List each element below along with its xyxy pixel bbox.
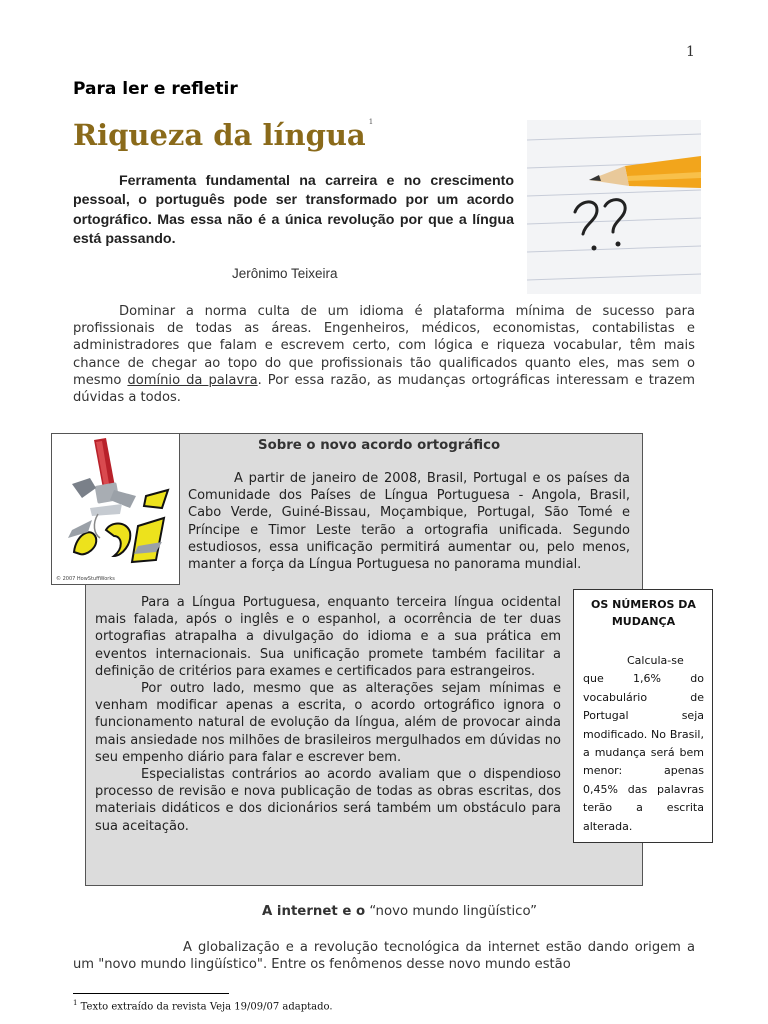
box-paragraph-3: Por outro lado, mesmo que as alterações sejam mínimas e venham modificar apenas a escrita, o acordo ortográfico ignora o funcionamento natural de evolução da língua, além de provocar ainda mais ansiedade nos milhões de brasileiros mergulhados em dúvidas no seu empenho diário para falar e escrever bem. <box>95 681 561 765</box>
box-title: Sobre o novo acordo ortográfico <box>258 438 501 453</box>
box-paragraph-4: Especialistas contrários ao acordo avaliam que o dispendioso processo de revisão e nova publicação de todas as obras escritas, dos materiais didáticos e dos dicionários será também um obstáculo para sua aceitação. <box>95 767 561 834</box>
internet-paragraph: A globalização e a revolução tecnológica da internet estão dando origem a um "novo mundo lingüístico". Entre os fenômenos desse novo mundo estão <box>73 940 695 973</box>
footnote-divider <box>73 993 229 994</box>
image-credit: © 2007 HowStuffWorks <box>56 576 115 582</box>
footnote-text: Texto extraído da revista Veja 19/09/07 adaptado. <box>80 1001 333 1013</box>
subheading-bold: A internet e o <box>262 904 366 919</box>
intro-text-start: Dominar a norma culta de um idioma é plataforma mínima de sucesso para profissionais de todas as áreas. Engenheiros, médicos, economistas, contabilistas e administradores que falam e escrevem certo, com lógica e riqueza vocabular, têm mais chance de chegar ao topo do que profissionais tão qualificados quanto eles, mas sem o mesmo <box>73 304 695 388</box>
numbers-sidebox <box>573 589 713 843</box>
section-kicker: Para ler e refletir <box>73 79 238 99</box>
intro-paragraph <box>73 303 695 406</box>
box-paragraph-2: Para a Língua Portuguesa, enquanto terceira língua ocidental mais falada, após o inglês e o espanhol, a ocorrência de ter duas ortografias atrapalha a divulgação do idioma e a sua prática em eventos internacionais. Sua unificação promete também facilitar a definição de critérios para exames e certificados para estrangeiros. <box>95 595 561 679</box>
pencil-question-illustration <box>527 120 701 294</box>
sidebox-text: Calcula-se que 1,6% do vocabulário de Portugal seja modificado. No Brasil, a mudança será bem menor: apenas 0,45% das palavras terão a escrita alterada. <box>583 654 704 833</box>
footnote-mark: 1 <box>73 999 78 1007</box>
footnote <box>73 999 333 1012</box>
subheading-rest: “novo mundo lingüístico” <box>365 904 538 919</box>
sidebox-title: OS NÚMEROS DA MUDANÇA <box>591 598 696 628</box>
pencil-question-icon <box>527 120 701 294</box>
hammer-illustration <box>51 433 180 585</box>
box-paragraph-1: A partir de janeiro de 2008, Brasil, Portugal e os países da Comunidade dos Países de Língua Portuguesa - Angola, Brasil, Cabo Verde, Guiné-Bissau, Moçambique, Portugal, São Tomé e Príncipe e Timor Leste terão a ortografia unificada. Segundo estudiosos, essa unificação permitirá aumentar ou, pelo menos, manter a força da Língua Portuguesa no panorama mundial. <box>188 471 630 573</box>
hammer-accent-icon <box>52 434 179 584</box>
article-title <box>73 118 373 152</box>
box-continued-text <box>95 594 561 835</box>
author-name: Jerônimo Teixeira <box>232 266 338 281</box>
title-text: Riqueza da língua <box>73 118 366 152</box>
section-subheading <box>262 904 537 919</box>
title-footnote-mark: 1 <box>368 118 374 126</box>
article-lead: Ferramenta fundamental na carreira e no crescimento pessoal, o português pode ser transformado por um acordo ortográfico. Mas essa não é a única revolução por que a língua está passando. <box>73 173 514 247</box>
page-number: 1 <box>686 44 695 60</box>
intro-text-end: . Por essa razão, as mudanças ortográficas interessam e trazem dúvidas a todos. <box>73 372 696 406</box>
intro-underlined-phrase: domínio da palavra <box>127 372 258 388</box>
